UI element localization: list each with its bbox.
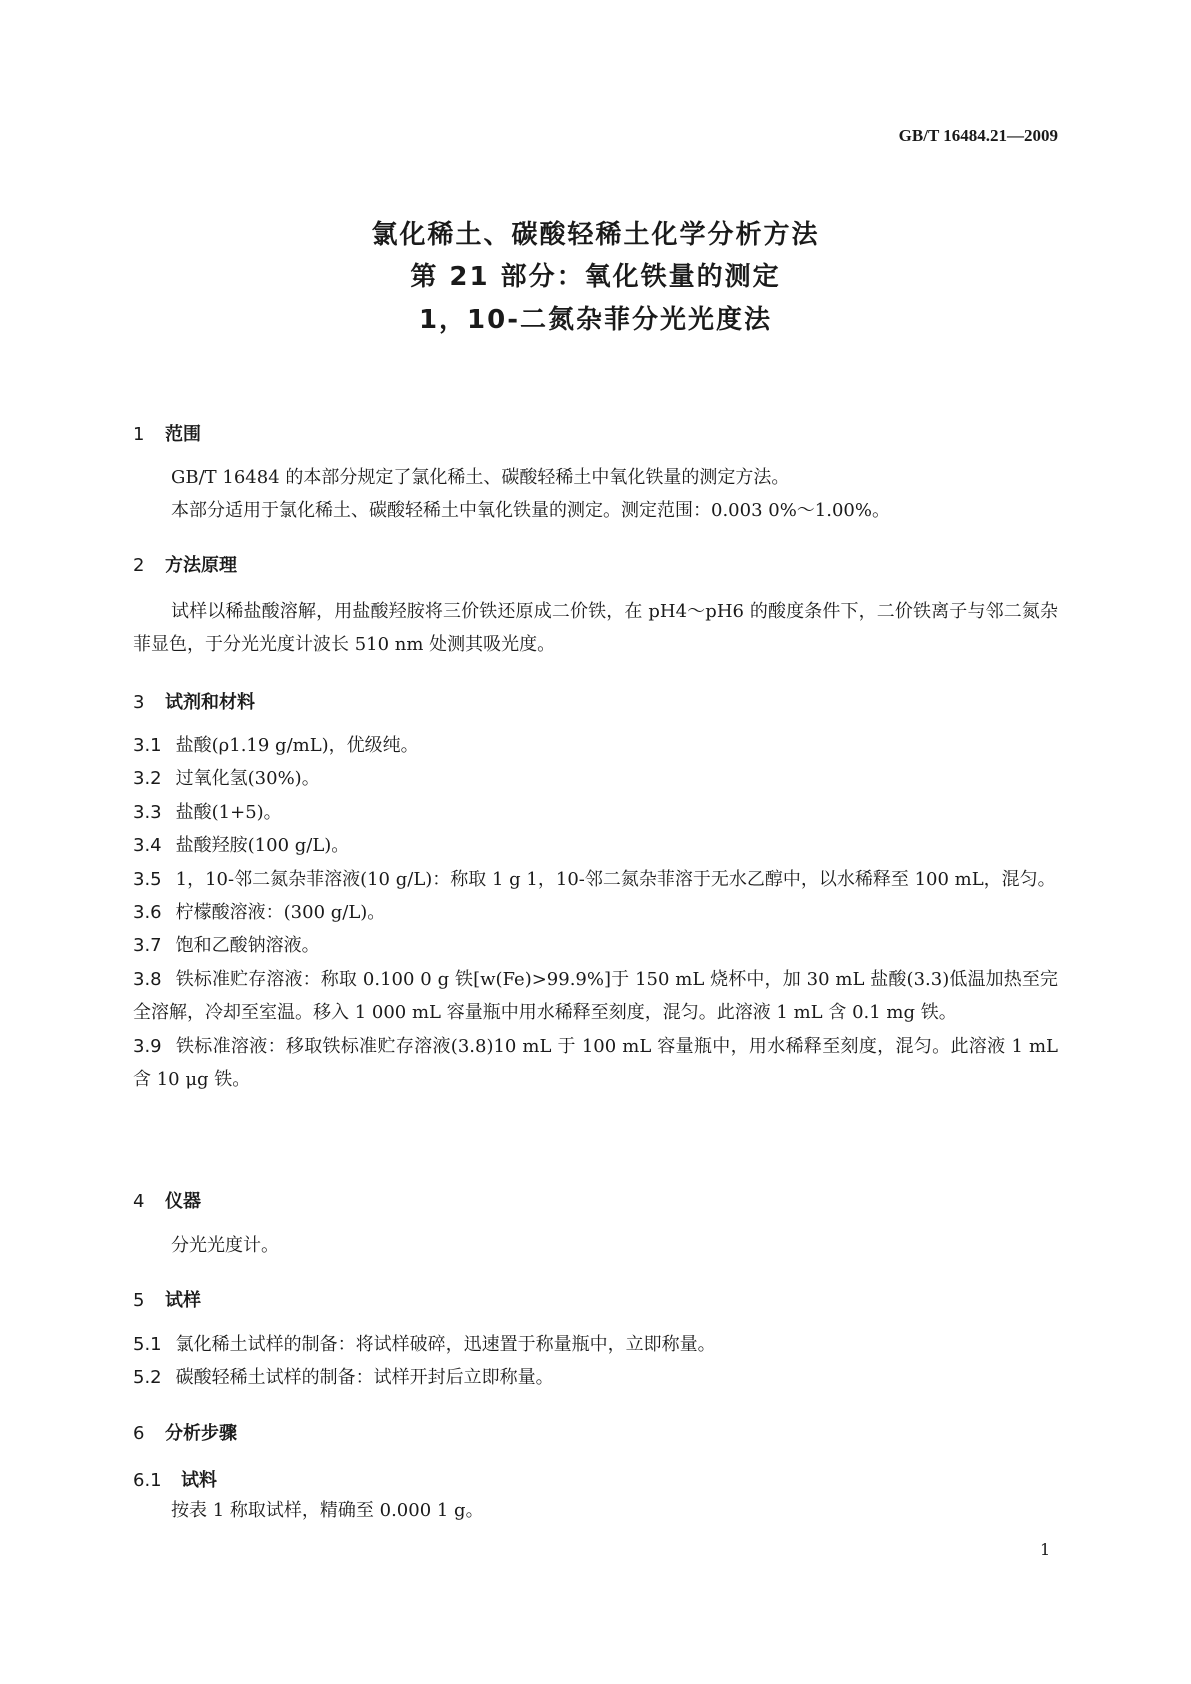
section-title: 方法原理	[165, 555, 237, 576]
item-text: 盐酸羟胺(100 g/L)。	[175, 835, 350, 857]
item-number: 5.2	[133, 1367, 162, 1389]
item-number: 3.8	[133, 968, 162, 990]
subsection-number: 6.1	[133, 1470, 162, 1491]
paragraph: 分光光度计。	[171, 1235, 279, 1256]
section-number: 2	[133, 555, 145, 576]
section-heading-2	[133, 551, 237, 577]
title-line-2: 第 21 部分：氧化铁量的测定	[410, 262, 781, 292]
item-text: 过氧化氢(30%)。	[175, 768, 320, 790]
item-number: 3.9	[133, 1035, 162, 1057]
list-item	[133, 1030, 1058, 1097]
item-number: 5.1	[133, 1334, 162, 1355]
section-title: 范围	[165, 424, 201, 445]
section-heading-4	[133, 1187, 201, 1213]
section-heading-5	[133, 1286, 201, 1312]
section-heading-3	[133, 688, 255, 714]
list-item	[133, 929, 1058, 962]
item-text: 碳酸轻稀土试样的制备：试样开封后立即称量。	[175, 1367, 554, 1389]
section-title: 分析步骤	[165, 1423, 237, 1444]
list-item	[133, 796, 1058, 829]
item-text: 铁标准溶液：移取铁标准贮存溶液(3.8)10 mL 于 100 mL 容量瓶中，用水稀释至刻度，混匀。此溶液 1 mL 含 10 μg 铁。	[133, 1035, 1058, 1091]
list-item	[133, 729, 1058, 762]
subsection-title: 试料	[181, 1470, 217, 1491]
section-title: 仪器	[165, 1191, 201, 1212]
item-text: 铁标准贮存溶液：称取 0.100 0 g 铁[w(Fe)>99.9%]于 150 mL 烧杯中，加 30 mL 盐酸(3.3)低温加热至完全溶解，冷却至室温。移入 1 000 mL 容量瓶中用水稀释至刻度，混匀。此溶液 1 mL 含 0.1 mg 铁。	[133, 968, 1058, 1024]
item-text: 盐酸(1+5)。	[175, 801, 282, 823]
list-item	[133, 762, 1058, 795]
item-text: 盐酸(ρ1.19 g/mL)，优级纯。	[175, 735, 419, 756]
paragraph: 本部分适用于氯化稀土、碳酸轻稀土中氧化铁量的测定。测定范围：0.003 0%～1.00%。	[171, 500, 890, 521]
title-line-3: 1，10-二氮杂菲分光光度法	[418, 305, 773, 335]
item-number: 3.5	[133, 868, 162, 890]
section-heading-6	[133, 1419, 237, 1445]
item-text: 柠檬酸溶液：(300 g/L)。	[175, 902, 386, 924]
section-title: 试样	[165, 1290, 201, 1311]
paragraph: 试样以稀盐酸溶解，用盐酸羟胺将三价铁还原成二价铁，在 pH4～pH6 的酸度条件下，二价铁离子与邻二氮杂菲显色，于分光光度计波长 510 nm 处测其吸光度。	[133, 601, 1058, 656]
paragraph: GB/T 16484 的本部分规定了氯化稀土、碳酸轻稀土中氧化铁量的测定方法。	[171, 467, 790, 488]
section-number: 5	[133, 1290, 145, 1311]
list-item	[133, 896, 1058, 929]
section-heading-1	[133, 420, 201, 446]
page-number: 1	[1040, 1540, 1051, 1559]
paragraph: 按表 1 称取试样，精确至 0.000 1 g。	[171, 1500, 484, 1521]
list-item	[133, 829, 1058, 862]
subsection-heading-6-1	[133, 1466, 217, 1492]
item-number: 3.3	[133, 801, 162, 823]
section-number: 3	[133, 692, 145, 713]
sample-list	[133, 1328, 1058, 1395]
item-number: 3.7	[133, 935, 162, 957]
list-item	[133, 1361, 1058, 1394]
title-line-1: 氯化稀土、碳酸轻稀土化学分析方法	[371, 220, 820, 250]
list-item	[133, 1328, 1058, 1361]
list-item	[133, 863, 1058, 896]
section-title: 试剂和材料	[165, 692, 255, 713]
standard-number: GB/T 16484.21—2009	[898, 126, 1058, 145]
item-number: 3.6	[133, 902, 162, 924]
list-item	[133, 963, 1058, 1030]
item-number: 3.2	[133, 768, 162, 790]
item-text: 氯化稀土试样的制备：将试样破碎，迅速置于称量瓶中，立即称量。	[175, 1334, 716, 1355]
item-number: 3.4	[133, 835, 162, 857]
section-number: 1	[133, 424, 145, 445]
item-number: 3.1	[133, 735, 162, 756]
section-number: 4	[133, 1191, 145, 1212]
item-text: 饱和乙酸钠溶液。	[175, 935, 320, 957]
reagent-list	[133, 729, 1058, 1096]
item-text: 1，10-邻二氮杂菲溶液(10 g/L)：称取 1 g 1，10-邻二氮杂菲溶于无水乙醇中，以水稀释至 100 mL，混匀。	[175, 868, 1056, 890]
section-number: 6	[133, 1423, 145, 1444]
